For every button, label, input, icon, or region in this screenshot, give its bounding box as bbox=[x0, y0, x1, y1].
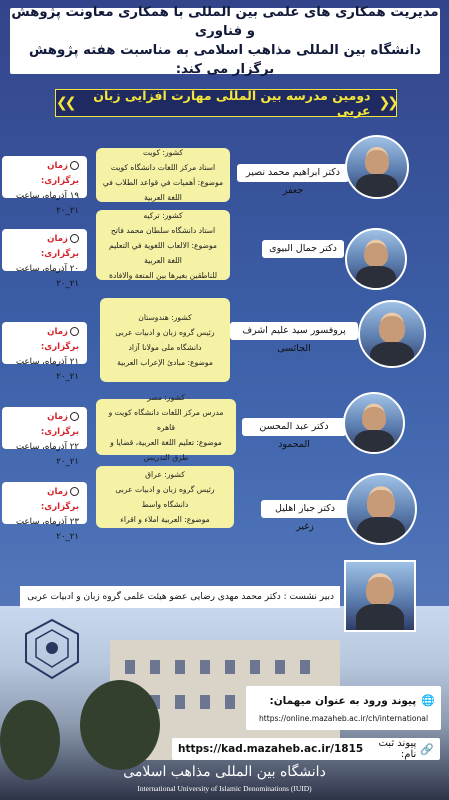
speaker-photo bbox=[345, 473, 417, 545]
info-topic: موضوع: مبادئ الإعراب العربیة bbox=[117, 358, 213, 367]
session-time: ۲۳ آذرماه، ساعت ۲۱_۲۰ bbox=[16, 517, 79, 542]
guest-link-url[interactable]: https://online.mazaheb.ac.ir/ch/international bbox=[258, 714, 429, 723]
speaker-name: دکتر جمال البیوی bbox=[262, 240, 344, 258]
university-name-fa: دانشگاه بین المللی مذاهب اسلامی bbox=[123, 764, 326, 780]
time-label: زمان برگزاری: bbox=[40, 412, 79, 437]
university-logo bbox=[22, 618, 82, 684]
link-icon: 🔗 bbox=[420, 742, 434, 756]
event-title: دومین مدرسه بین المللی مهارت افزایی زبان عربی bbox=[93, 88, 371, 118]
info-topic-cont: للناطقین بغیرها بین المتعة والافادة bbox=[108, 270, 218, 280]
speaker-photo bbox=[345, 135, 409, 199]
info-affiliation: رئیس گروه زبان و ادبیات عربی bbox=[115, 328, 215, 337]
info-country: کشور: ترکیه bbox=[143, 210, 183, 220]
speaker-name: دکتر جبار اهلیل زغیر bbox=[261, 500, 349, 518]
alarm-clock-icon bbox=[70, 327, 79, 336]
speaker-photo bbox=[343, 392, 405, 454]
tree bbox=[80, 680, 160, 770]
time-label: زمان برگزاری: bbox=[40, 234, 79, 259]
speaker-photo bbox=[358, 300, 426, 368]
event-header bbox=[10, 5, 440, 77]
session-time-card bbox=[2, 322, 87, 382]
header-line-2: دانشگاه بین المللی مذاهب اسلامی به مناسبت هفته پژوهش برگزار می کند: bbox=[29, 43, 421, 77]
session-time: ۲۱ آذرماه، ساعت ۲۱_۲۰ bbox=[16, 357, 79, 382]
info-university: دانشگاه ملی مولانا آزاد bbox=[128, 343, 202, 352]
registration-url[interactable]: https://kad.mazaheb.ac.ir/1815 bbox=[178, 743, 364, 755]
session-info-card bbox=[100, 298, 230, 382]
session-time: ۱۹ آذرماه، ساعت ۲۱_۲۰ bbox=[16, 191, 79, 216]
registration-label: پیوند ثبت نام: bbox=[378, 738, 417, 760]
info-country: کشور: کویت bbox=[142, 148, 184, 157]
university-name-en: International University of Islamic Denominations (IUID) bbox=[137, 784, 312, 793]
session-secretary: دبیر نشست : دکتر محمد مهدی رضایی عضو هیئت علمی گروه زبان و ادبیات عربی bbox=[20, 586, 340, 608]
speaker-name: پروفسور سید علیم اشرف الجائسی bbox=[230, 322, 358, 340]
info-affiliation: رئیس گروه زبان و ادبیات عربی دانشگاه واسط bbox=[115, 485, 215, 509]
speaker-name: دکتر عبد المحسن المحمود bbox=[242, 418, 346, 436]
double-chevron-icon: ❮❮ bbox=[378, 95, 396, 111]
session-time-card bbox=[2, 482, 87, 542]
speaker-photo bbox=[345, 228, 407, 290]
globe-icon: 🌐 bbox=[421, 694, 435, 707]
time-label: زمان برگزاری: bbox=[40, 161, 79, 186]
session-info-card bbox=[96, 392, 236, 462]
info-country: کشور: هندوستان bbox=[138, 313, 192, 322]
alarm-clock-icon bbox=[70, 412, 79, 421]
info-affiliation: استاد مرکز اللغات دانشگاه کویت bbox=[110, 163, 216, 172]
info-topic: موضوع: أهمیات في قواعد الطلاب في اللغة العربیة bbox=[102, 178, 224, 202]
guest-link-title: پیوند ورود به عنوان میهمان: bbox=[269, 695, 417, 707]
alarm-clock-icon bbox=[70, 161, 79, 170]
info-country: کشور: مصر bbox=[147, 392, 185, 402]
session-time: ۲۰ آذرماه، ساعت ۲۱_۲۰ bbox=[16, 264, 79, 289]
session-info-card bbox=[96, 466, 234, 528]
session-time: ۲۲ آذرماه، ساعت ۲۱_۲۰ bbox=[16, 442, 79, 467]
alarm-clock-icon bbox=[70, 234, 79, 243]
speaker-name: دکتر ابراهیم محمد نصیر جعفر bbox=[237, 164, 349, 182]
session-time-card bbox=[2, 229, 87, 289]
double-chevron-icon: ❯❯ bbox=[56, 95, 74, 111]
info-topic: موضوع: الالعاب اللغویة في التعلیم اللغة العربیة bbox=[109, 240, 217, 265]
secretary-photo bbox=[344, 560, 416, 632]
info-topic: موضوع: تعلیم اللغة العربیة، قضایا و طرق التدریس bbox=[110, 437, 222, 462]
info-country: کشور: عراق bbox=[145, 470, 185, 479]
info-topic: موضوع: العربیة املاء و اقراء bbox=[120, 515, 210, 524]
session-info-card bbox=[96, 148, 230, 202]
time-label: زمان برگزاری: bbox=[40, 487, 79, 512]
header-line-1: مدیریت همکاری های علمی بین المللی با همکاری معاونت پژوهش و فناوری bbox=[11, 5, 439, 39]
time-label: زمان برگزاری: bbox=[40, 327, 79, 352]
info-affiliation: مدرس مرکز اللغات دانشگاه کویت و قاهره bbox=[108, 407, 224, 432]
session-time-card bbox=[2, 407, 87, 467]
guest-link-box bbox=[246, 686, 441, 730]
session-info-card bbox=[96, 210, 230, 280]
registration-link-box bbox=[172, 738, 440, 760]
alarm-clock-icon bbox=[70, 487, 79, 496]
event-title-banner bbox=[55, 89, 397, 117]
info-affiliation: استاد دانشگاه سلطان محمد فاتح bbox=[110, 225, 216, 235]
session-time-card bbox=[2, 156, 87, 216]
